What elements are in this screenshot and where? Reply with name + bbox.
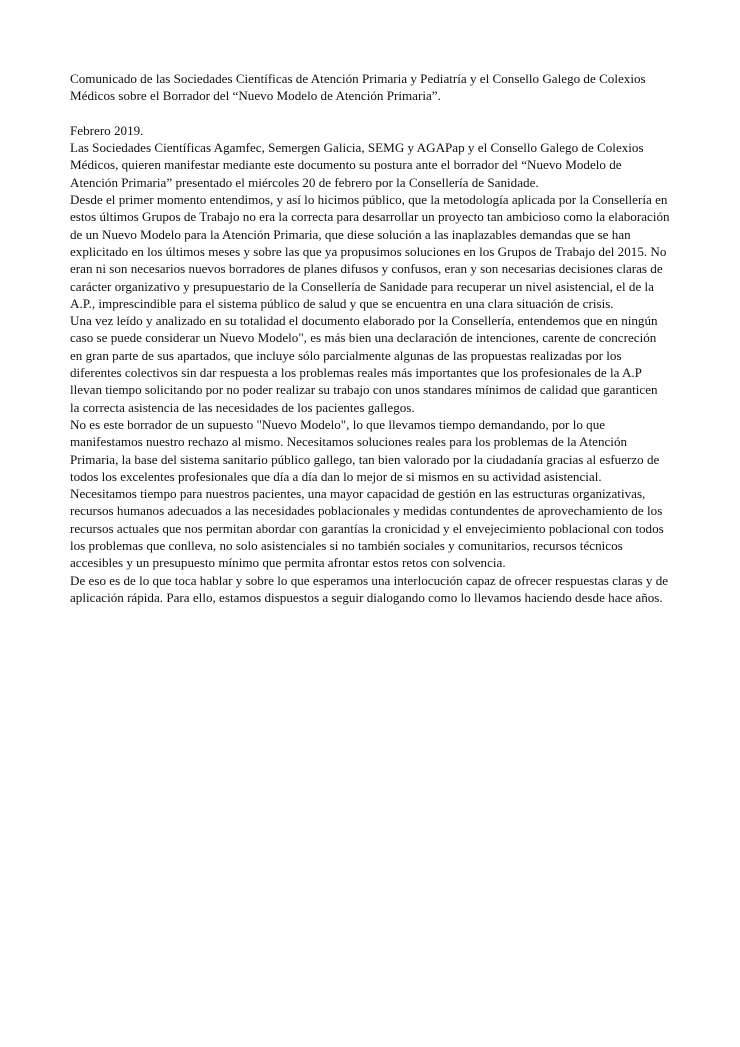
paragraph-rejection: No es este borrador de un supuesto "Nuevo Modelo", lo que llevamos tiempo demandando, por lo que manifestamos nuestro rechazo al mismo. Necesitamos soluciones reales para los problemas de la Atención Primaria, la base del sistema sanitario público gallego, tan bien valorado por la ciudadanía gracias al esfuerzo de todos los excelentes profesionales que día a día dan lo mejor de si mismos en su actividad asistencial. [70,416,660,484]
paragraph-intro: Las Sociedades Científicas Agamfec, Semergen Galicia, SEMG y AGAPap y el Consello Galego de Colexios Médicos, quieren manifestar mediante este documento su postura ante el borrador del “Nuevo Modelo de Atención Primaria” presentado el miércoles 20 de febrero por la Consellería de Sanidade. [70,140,644,190]
document-date: Febrero 2019. [70,122,144,138]
paragraph-needs: Necesitamos tiempo para nuestros pacientes, una mayor capacidad de gestión en las estructuras organizativas, recursos humanos adecuados a las necesidades poblacionales y medidas contundentes de aprovechamiento de los recursos actuales que nos permitan abordar con garantías la cronicidad y el envejecimiento poblacional con todos los problemas que conlleva, no solo asistenciales si no también sociales y comunitarios, recursos técnicos accesibles y un presupuesto mínimo que permita afrontar estos retos con solvencia. [70,486,664,571]
document-heading: Comunicado de las Sociedades Científicas de Atención Primaria y Pediatría y el Consello Galego de Colexios Médicos sobre el Borrador del “Nuevo Modelo de Atención Primaria”. [70,71,646,104]
paragraph-analysis: Una vez leído y analizado en su totalidad el documento elaborado por la Consellería, entendemos que en ningún caso se puede considerar un Nuevo Modelo", es más bien una declaración de intenciones, carente de concreción en gran parte de sus apartados, que incluye sólo parcialmente algunas de las propuestas realizadas por los diferentes colectivos sin dar respuesta a los problemas reales más importantes que los profesionales de la A.P llevan tiempo solicitando por no poder realizar su trabajo con unos standares mínimos de calidad que garanticen la correcta asistencia de las necesidades de los pacientes gallegos. [70,313,658,415]
paragraph-conclusion: De eso es de lo que toca hablar y sobre lo que esperamos una interlocución capaz de ofrecer respuestas claras y de aplicación rápida. Para ello, estamos dispuestos a seguir dialogando como lo llevamos haciendo desde hace años. [70,572,669,605]
document-page [70,70,670,606]
paragraph-methodology: Desde el primer momento entendimos, y así lo hicimos público, que la metodología aplicada por la Consellería en estos últimos Grupos de Trabajo no era la correcta para desarrollar un proyecto tan ambicioso como la elaboración de un Nuevo Modelo para la Atención Primaria, que diese solución a las inaplazables demandas que se han explicitado en los últimos meses y sobre las que ya propusimos soluciones en los Grupos de Trabajo del 2015. No eran ni son necesarios nuevos borradores de planes difusos y confusos, eran y son necesarias decisiones claras de carácter organizativo y presupuestario de la Consellería de Sanidade para recuperar un nivel asistencial, el de la A.P., imprescindible para el sistema público de salud y que se encuentra en una clara situación de crisis. [70,192,670,311]
